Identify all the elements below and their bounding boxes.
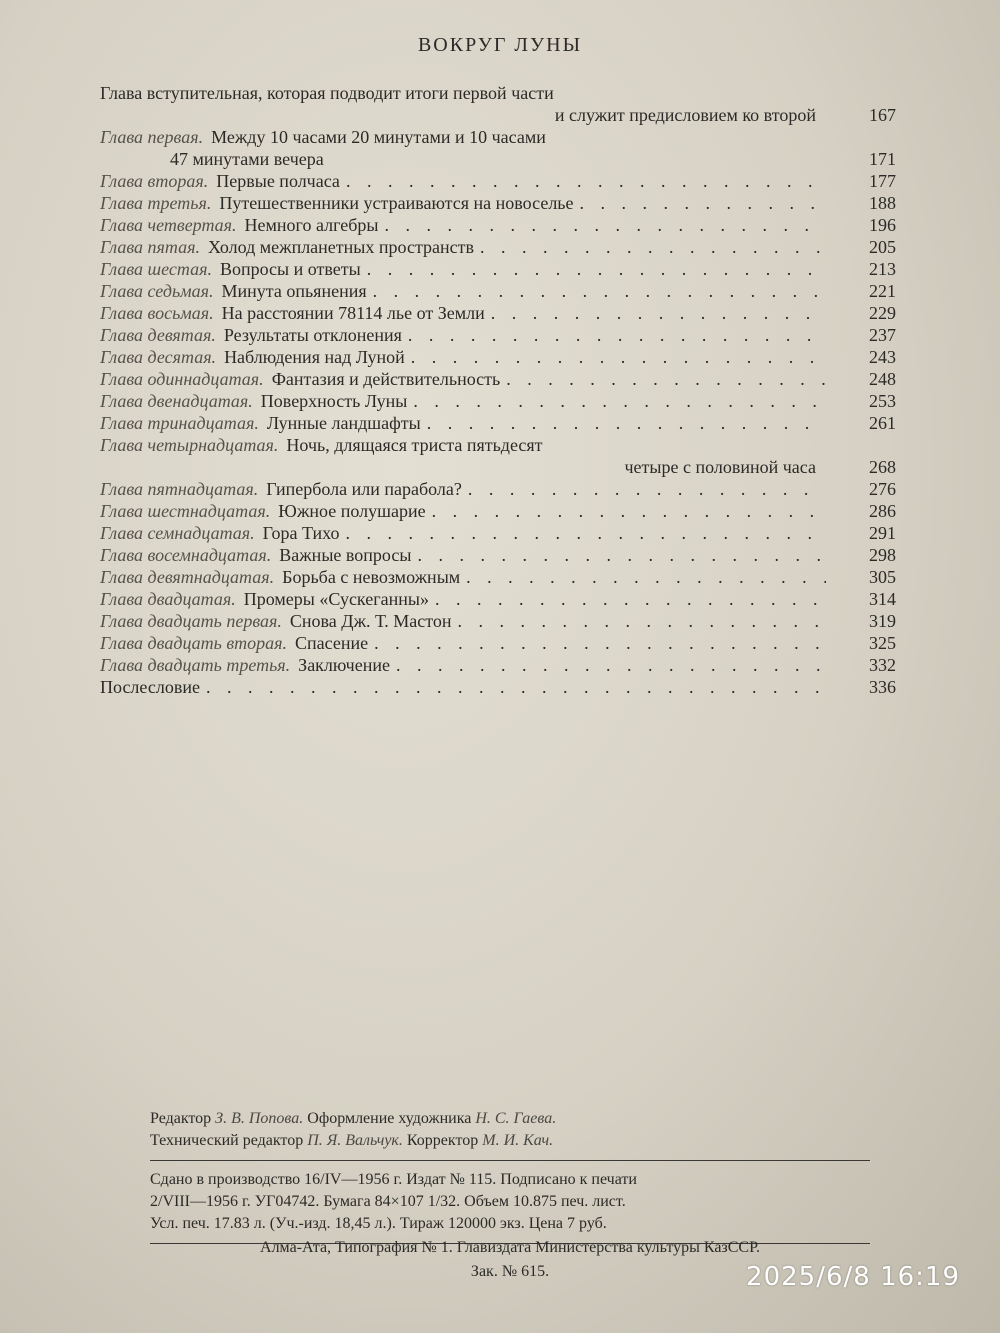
leader-dots <box>345 522 826 544</box>
toc-page-number: 305 <box>869 567 896 587</box>
leader-dots <box>435 588 826 610</box>
chapter-title: Заключение <box>298 655 390 675</box>
toc-entry <box>100 170 826 192</box>
toc-row <box>100 280 900 302</box>
chapter-label: Глава пятнадцатая. <box>100 479 259 499</box>
toc-entry <box>100 192 826 214</box>
toc-entry <box>100 126 826 170</box>
toc-row <box>100 236 900 258</box>
chapter-label: Глава восемнадцатая. <box>100 545 272 565</box>
credit-name: П. Я. Вальчук. <box>307 1132 403 1149</box>
chapter-title: Фантазия и действительность <box>271 369 501 389</box>
toc-page-number: 332 <box>869 655 896 675</box>
toc-row <box>100 390 900 412</box>
leader-dots <box>427 412 826 434</box>
chapter-label: Глава пятая. <box>100 237 200 257</box>
chapter-label: Глава девятая. <box>100 325 216 345</box>
chapter-title: Лунные ландшафты <box>266 413 421 433</box>
toc-entry <box>100 324 826 346</box>
imprint-line: Усл. печ. 17.83 л. (Уч.-изд. 18,45 л.). Тираж 120000 экз. Цена 7 руб. <box>150 1215 607 1232</box>
leader-dots <box>491 302 826 324</box>
toc-entry <box>100 544 826 566</box>
toc-row <box>100 302 900 324</box>
chapter-label: Глава третья. <box>100 193 212 213</box>
toc-entry <box>100 82 826 126</box>
chapter-label: Глава шестнадцатая. <box>100 501 271 521</box>
toc-row <box>100 412 900 434</box>
leader-dots <box>417 544 826 566</box>
chapter-title: Вопросы и ответы <box>219 259 361 279</box>
toc-row <box>100 214 900 236</box>
chapter-title: Первые полчаса <box>216 171 340 191</box>
toc-page-number: 276 <box>869 479 896 499</box>
leader-dots <box>457 610 826 632</box>
toc-entry <box>100 302 826 324</box>
leader-dots <box>413 390 826 412</box>
toc-entry <box>100 522 826 544</box>
chapter-title: Путешественники устраиваются на новоселье <box>219 193 574 213</box>
chapter-label: Глава двадцать вторая. <box>100 633 288 653</box>
chapter-title: Южное полушарие <box>278 501 426 521</box>
credits-line-tech <box>150 1130 870 1152</box>
chapter-label: Глава двадцать первая. <box>100 611 282 631</box>
toc-row <box>100 346 900 368</box>
leader-dots <box>468 478 826 500</box>
chapter-label: Глава одиннадцатая. <box>100 369 264 389</box>
toc-row <box>100 434 900 478</box>
chapter-title: Спасение <box>295 633 369 653</box>
toc-page-number: 213 <box>869 259 896 279</box>
chapter-title: Поверхность Луны <box>260 391 408 411</box>
leader-dots <box>373 280 826 302</box>
chapter-title-line1: Глава вступительная, которая подводит итоги первой части <box>100 83 554 103</box>
toc-page-number: 286 <box>869 501 896 521</box>
chapter-label: Глава семнадцатая. <box>100 523 255 543</box>
toc-page-number: 177 <box>869 171 896 191</box>
imprint-line: Сдано в производство 16/IV—1956 г. Издат № 115. Подписано к печати <box>150 1171 637 1188</box>
leader-dots <box>206 676 826 698</box>
toc-row <box>100 500 900 522</box>
toc-entry <box>100 214 826 236</box>
toc-entry <box>100 236 826 258</box>
chapter-title: Наблюдения над Луной <box>224 347 405 367</box>
toc-row <box>100 566 900 588</box>
credit-label: Технический редактор <box>150 1132 304 1149</box>
order-number: Зак. № 615. <box>470 1263 550 1280</box>
toc-entry <box>100 566 826 588</box>
credit-name: Н. С. Гаева. <box>475 1110 557 1127</box>
chapter-title: Минута опьянения <box>221 281 367 301</box>
chapter-label: Глава восьмая. <box>100 303 214 323</box>
chapter-title: Важные вопросы <box>279 545 412 565</box>
photo-timestamp: 2025/6/8 16:19 <box>746 1262 960 1292</box>
toc-entry <box>100 368 826 390</box>
chapter-title-line1: Между 10 часами 20 минутами и 10 часами <box>211 127 546 147</box>
toc-row <box>100 588 900 610</box>
chapter-title-line2: четыре с половиной часа <box>624 457 816 477</box>
toc-entry <box>100 434 826 478</box>
toc-row <box>100 522 900 544</box>
toc-page-number: 319 <box>869 611 896 631</box>
toc-page-number: 291 <box>869 523 896 543</box>
leader-dots <box>385 214 827 236</box>
toc-row <box>100 478 900 500</box>
chapter-label: Глава вторая. <box>100 171 209 191</box>
leader-dots <box>374 632 826 654</box>
credit-label: Корректор <box>406 1132 479 1149</box>
toc-page-number: 196 <box>869 215 896 235</box>
leader-dots <box>506 368 826 390</box>
toc-entry <box>100 412 826 434</box>
chapter-title: Послесловие <box>100 677 200 697</box>
imprint-line: 2/VIII—1956 г. УГ04742. Бумага 84×107 1/32. Объем 10.875 печ. лист. <box>150 1193 626 1210</box>
toc-page-number: 261 <box>869 413 896 433</box>
toc-page-number: 248 <box>869 369 896 389</box>
chapter-label: Глава четырнадцатая. <box>100 435 279 455</box>
chapter-label: Глава четвертая. <box>100 215 237 235</box>
credits-block <box>150 1108 870 1252</box>
leader-dots <box>480 236 826 258</box>
chapter-title: Снова Дж. Т. Мастон <box>289 611 452 631</box>
page-title: ВОКРУГ ЛУНЫ <box>417 34 583 56</box>
toc-row <box>100 676 900 698</box>
toc-page-number: 167 <box>869 105 896 125</box>
chapter-label: Глава тринадцатая. <box>100 413 259 433</box>
toc-row <box>100 544 900 566</box>
leader-dots <box>346 170 826 192</box>
chapter-title-line2: 47 минутами вечера <box>170 149 324 169</box>
toc-entry <box>100 478 826 500</box>
credit-label: Редактор <box>150 1110 212 1127</box>
toc-page-number: 243 <box>869 347 896 367</box>
toc-row <box>100 126 900 170</box>
leader-dots <box>466 566 826 588</box>
leader-dots <box>396 654 826 676</box>
chapter-label: Глава седьмая. <box>100 281 214 301</box>
toc-page-number: 221 <box>869 281 896 301</box>
chapter-title: Гора Тихо <box>262 523 340 543</box>
credit-label: Оформление художника <box>307 1110 472 1127</box>
toc-row <box>100 170 900 192</box>
toc-entry <box>100 610 826 632</box>
leader-dots <box>432 500 826 522</box>
toc-page-number: 229 <box>869 303 896 323</box>
toc-page-number: 237 <box>869 325 896 345</box>
table-of-contents <box>100 82 900 698</box>
toc-row <box>100 192 900 214</box>
toc-page-number: 171 <box>869 149 896 169</box>
credit-name: З. В. Попова. <box>215 1110 304 1127</box>
toc-entry <box>100 654 826 676</box>
chapter-title: Результаты отклонения <box>223 325 402 345</box>
toc-row <box>100 368 900 390</box>
printer-line: Алма-Ата, Типография № 1. Главиздата Министерства культуры КазССР. <box>260 1239 760 1256</box>
toc-entry <box>100 346 826 368</box>
chapter-label: Глава первая. <box>100 127 204 147</box>
leader-dots <box>580 192 827 214</box>
toc-entry <box>100 676 826 698</box>
chapter-title-line2: и служит предисловием ко второй <box>554 105 816 125</box>
toc-row <box>100 324 900 346</box>
toc-row <box>100 258 900 280</box>
chapter-label: Глава двадцать третья. <box>100 655 291 675</box>
toc-page-number: 205 <box>869 237 896 257</box>
toc-page-number: 298 <box>869 545 896 565</box>
chapter-title: На расстоянии 78114 лье от Земли <box>221 303 485 323</box>
leader-dots <box>408 324 826 346</box>
chapter-title: Гипербола или парабола? <box>266 479 462 499</box>
chapter-title: Холод межпланетных пространств <box>208 237 475 257</box>
chapter-title-line1: Ночь, длящаяся триста пятьдесят <box>286 435 543 455</box>
chapter-label: Глава двенадцатая. <box>100 391 253 411</box>
chapter-title: Борьба с невозможным <box>282 567 461 587</box>
credits-line-editors <box>150 1108 870 1130</box>
chapter-label: Глава девятнадцатая. <box>100 567 275 587</box>
toc-entry <box>100 390 826 412</box>
toc-entry <box>100 632 826 654</box>
toc-entry <box>100 258 826 280</box>
toc-page-number: 314 <box>869 589 896 609</box>
toc-entry <box>100 280 826 302</box>
chapter-label: Глава двадцатая. <box>100 589 236 609</box>
toc-page-number: 268 <box>869 457 896 477</box>
toc-entry <box>100 588 826 610</box>
toc-page-number: 336 <box>869 677 896 697</box>
toc-entry <box>100 500 826 522</box>
toc-row <box>100 654 900 676</box>
leader-dots <box>411 346 826 368</box>
chapter-label: Глава десятая. <box>100 347 217 367</box>
chapter-title: Немного алгебры <box>244 215 379 235</box>
toc-row <box>100 82 900 126</box>
chapter-title: Промеры «Сускеганны» <box>243 589 429 609</box>
toc-page-number: 325 <box>869 633 896 653</box>
divider <box>150 1160 870 1161</box>
toc-page-number: 253 <box>869 391 896 411</box>
toc-page-number: 188 <box>869 193 896 213</box>
credit-name: М. И. Кач. <box>482 1132 554 1149</box>
chapter-label: Глава шестая. <box>100 259 212 279</box>
toc-row <box>100 610 900 632</box>
toc-row <box>100 632 900 654</box>
leader-dots <box>367 258 826 280</box>
